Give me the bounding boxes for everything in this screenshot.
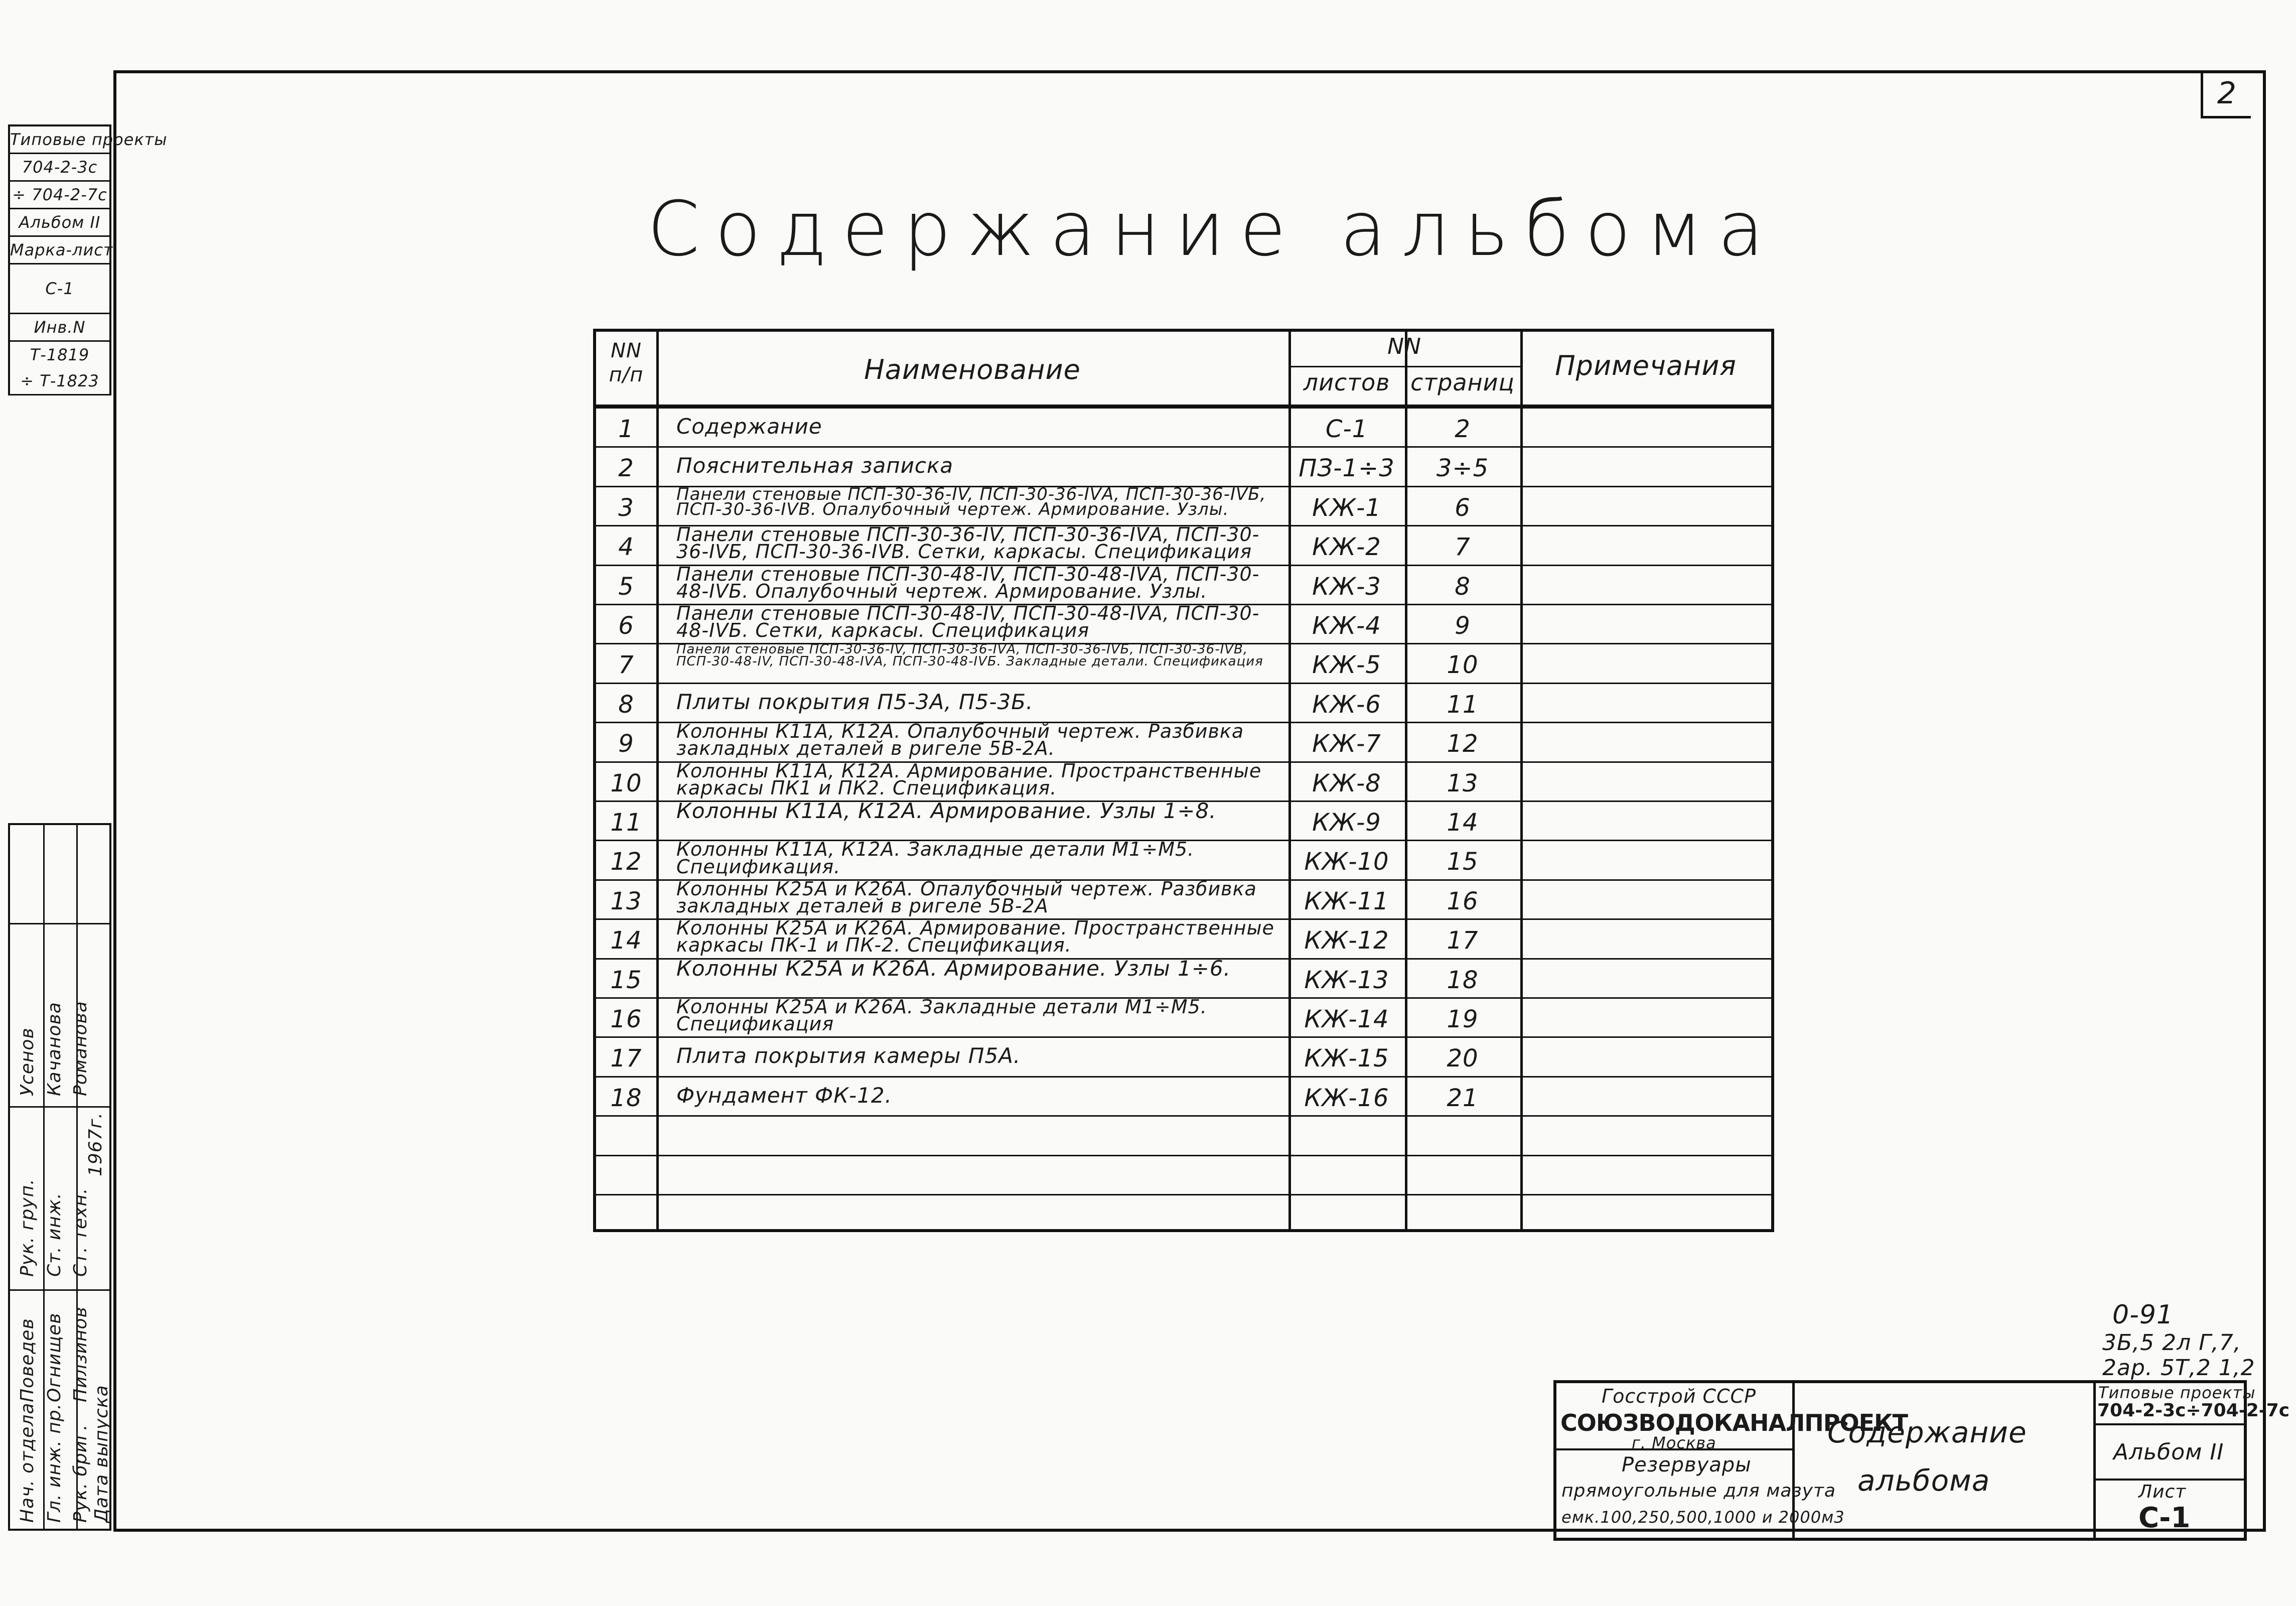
row-number: 18 <box>610 1084 642 1112</box>
stamp-org2: СОЮЗВОДОКАНАЛПРОЕКТ <box>1560 1409 1908 1436</box>
header-notes: Примечания <box>1555 350 1737 381</box>
sig-divider <box>10 923 109 924</box>
row-number: 16 <box>610 1005 642 1033</box>
row-name: Колонны К11А, К12А. Опалубочный чертеж. Разбивка закладных деталей в ригеле 5В-2А. <box>676 720 1244 760</box>
row-name: Колонны К25А и К26А. Закладные детали М1÷М5. Спецификация <box>676 996 1207 1035</box>
row-sheet: КЖ-16 <box>1304 1084 1389 1112</box>
row-number: 6 <box>618 612 634 640</box>
row-page: 8 <box>1455 572 1471 601</box>
stamp-org1: Госстрой СССР <box>1602 1385 1757 1407</box>
row-sheet: КЖ-11 <box>1304 887 1389 915</box>
row-page: 13 <box>1447 769 1479 797</box>
row-sheet: КЖ-10 <box>1304 848 1389 876</box>
row-sheet: КЖ-15 <box>1304 1044 1389 1073</box>
sheet-number: 2 <box>2201 70 2251 118</box>
role-senior-eng: Ст. инж. <box>44 1192 65 1277</box>
row-name: Пояснительная записка <box>676 453 954 478</box>
row-name: Панели стеновые ПСП-30-36-IV, ПСП-30-36-IVА, ПСП-30-36-IVБ, ПСП-30-36-IVВ. Опалубочный чертеж. Армирование. Узлы. <box>676 484 1266 520</box>
name-3: Пилзинов <box>70 1306 91 1402</box>
row-divider <box>596 1036 1771 1038</box>
stamp-series: 704-2-3с÷704-2-7с <box>2097 1400 2290 1421</box>
role-team-lead: Рук. бриг. <box>70 1424 91 1523</box>
row-sheet: КЖ-5 <box>1312 651 1381 680</box>
row-page: 19 <box>1447 1005 1479 1033</box>
row-name: Плиты покрытия П5-3А, П5-3Б. <box>676 689 1034 714</box>
row-name: Колонны К25А и К26А. Армирование. Узлы 1÷6. <box>676 956 1231 981</box>
row-divider <box>596 446 1771 448</box>
sig-divider <box>10 1289 109 1291</box>
row-sheet: С-1 <box>1325 415 1368 443</box>
role-chief-eng: Гл. инж. пр. <box>44 1403 65 1523</box>
col-sep <box>656 332 659 1229</box>
row-number: 2 <box>618 454 634 483</box>
row-number: 10 <box>610 769 642 797</box>
row-number: 11 <box>610 809 642 837</box>
col-sep <box>1520 332 1523 1229</box>
row-name: Плита покрытия камеры П5А. <box>676 1043 1021 1068</box>
row-sheet: КЖ-8 <box>1312 769 1381 797</box>
row-name: Панели стеновые ПСП-30-36-IV, ПСП-30-36-IVА, ПСП-30-36-IVБ, ПСП-30-36-IVВ. Сетки, каркасы. Спецификация <box>676 523 1260 563</box>
name-2: Огнищев <box>44 1312 65 1402</box>
role-group-lead: Рук. груп. <box>17 1178 38 1277</box>
left-info-strip <box>8 124 168 395</box>
row-sheet: КЖ-7 <box>1312 730 1381 758</box>
row-sheet: КЖ-4 <box>1312 612 1381 640</box>
stamp-project-3: емк.100,250,500,1000 и 2000м3 <box>1561 1508 1845 1527</box>
row-page: 18 <box>1447 966 1479 994</box>
stamp-sheet: С-1 <box>2138 1502 2191 1534</box>
row-page: 16 <box>1447 887 1479 915</box>
row-name: Панели стеновые ПСП-30-48-IV, ПСП-30-48-IVА, ПСП-30-48-IVБ. Опалубочный чертеж. Армирование. Узлы. <box>676 563 1260 602</box>
stamp-city: г. Москва <box>1632 1433 1716 1452</box>
row-sheet: КЖ-3 <box>1312 572 1381 601</box>
stamp-project-1: Резервуары <box>1622 1453 1752 1477</box>
row-page: 3÷5 <box>1436 454 1489 483</box>
strip-album: Альбом II <box>10 209 109 237</box>
row-name: Колонны К11А, К12А. Армирование. Узлы 1÷8. <box>676 798 1217 823</box>
stamp-sep <box>2093 1383 2096 1538</box>
signature-year: 1967г. <box>85 1112 106 1176</box>
row-page: 20 <box>1447 1044 1479 1073</box>
row-number: 15 <box>610 966 642 994</box>
row-page: 7 <box>1455 533 1471 562</box>
signature-strip <box>8 823 111 1531</box>
stamp-line <box>2093 1423 2244 1425</box>
strip-inv-label: Инв.N <box>10 314 109 342</box>
row-page: 11 <box>1447 690 1479 719</box>
nn-header-line <box>1288 366 1520 367</box>
row-sheet: КЖ-6 <box>1312 690 1381 719</box>
name-5: Качанова <box>44 1002 65 1096</box>
name-1: Поведев <box>17 1318 38 1402</box>
row-name: Колонны К11А, К12А. Армирование. Пространственные каркасы ПК1 и ПК2. Спецификация. <box>676 759 1262 799</box>
role-issue-date: Дата выпуска <box>91 1385 112 1523</box>
row-sheet: КЖ-13 <box>1304 966 1389 994</box>
row-sheet: ПЗ-1÷3 <box>1299 454 1395 483</box>
stamp-line <box>2093 1479 2244 1481</box>
strip-series-label: Типовые проекты <box>10 126 109 154</box>
row-name: Колонны К11А, К12А. Закладные детали М1÷М5. Спецификация. <box>676 838 1195 878</box>
row-divider <box>596 1076 1771 1078</box>
row-number: 7 <box>618 651 634 680</box>
header-line <box>596 405 1771 409</box>
row-page: 12 <box>1447 730 1479 758</box>
header-name: Наименование <box>864 354 1081 385</box>
row-number: 4 <box>618 533 634 562</box>
row-sheet: КЖ-12 <box>1304 926 1389 955</box>
stamp-doc-title-1: Содержание <box>1827 1415 2027 1449</box>
corner-note-1: 0-91 <box>2112 1300 2174 1330</box>
header-sheets: листов <box>1303 369 1390 396</box>
row-page: 14 <box>1447 809 1479 837</box>
row-name: Панели стеновые ПСП-30-36-IV, ПСП-30-36-IVА, ПСП-30-36-IVБ, ПСП-30-36-IVВ, ПСП-30-48-IV, ПСП-30-48-IVА, ПСП-30-48-IVБ. Закладные детали. Спецификация <box>676 642 1263 669</box>
stamp-project-2: прямоугольные для мазута <box>1561 1481 1836 1501</box>
row-sheet: КЖ-9 <box>1312 809 1381 837</box>
row-number: 5 <box>618 572 634 601</box>
stamp-album: Альбом II <box>2113 1439 2224 1465</box>
strip-mark-label: Марка-лист <box>10 237 109 264</box>
row-divider <box>596 1194 1771 1195</box>
stamp-series-label: Типовые проекты <box>2098 1383 2256 1402</box>
title-block <box>1553 1380 2290 1541</box>
role-senior-tech: Ст. техн. <box>70 1187 91 1277</box>
sig-divider <box>10 1106 109 1108</box>
name-6: Романова <box>70 1001 91 1096</box>
row-number: 13 <box>610 887 642 915</box>
strip-series-to: ÷ 704-2-7с <box>10 182 109 209</box>
row-sheet: КЖ-1 <box>1312 493 1381 522</box>
stamp-doc-title-2: альбома <box>1857 1463 1990 1498</box>
row-number: 17 <box>610 1044 642 1073</box>
corner-note-2: 3Б,5 2л Г,7, <box>2102 1330 2241 1356</box>
row-number: 12 <box>610 848 642 876</box>
header-nn: NN <box>1387 334 1421 359</box>
row-page: 21 <box>1447 1084 1479 1112</box>
contents-table <box>593 329 1774 1232</box>
row-number: 8 <box>618 690 634 719</box>
page-title: Содержание альбома <box>647 186 1779 273</box>
row-number: 9 <box>618 730 634 758</box>
row-sheet: КЖ-14 <box>1304 1005 1389 1033</box>
row-name: Панели стеновые ПСП-30-48-IV, ПСП-30-48-IVА, ПСП-30-48-IVБ. Сетки, каркасы. Спецификация <box>676 602 1260 642</box>
row-page: 17 <box>1447 926 1479 955</box>
strip-inv-to: ÷ Т-1823 <box>10 368 109 395</box>
name-4: Усенов <box>17 1027 38 1096</box>
row-page: 9 <box>1455 612 1471 640</box>
header-pages: страниц <box>1410 369 1515 396</box>
row-name: Колонны К25А и К26А. Армирование. Пространственные каркасы ПК-1 и ПК-2. Спецификация. <box>676 917 1274 957</box>
header-num: NN п/п <box>609 339 644 386</box>
stamp-sheet-label: Лист <box>2138 1482 2187 1502</box>
strip-series-from: 704-2-3с <box>10 154 109 182</box>
row-name: Колонны К25А и К26А. Опалубочный чертеж. Разбивка закладных деталей в ригеле 5В-2А <box>676 877 1257 917</box>
strip-inv-from: Т-1819 <box>30 345 90 364</box>
row-name: Фундамент ФК-12. <box>676 1083 892 1108</box>
corner-note-3: 2ар. 5Т,2 1,2 <box>2102 1355 2255 1381</box>
row-name: Содержание <box>676 414 822 439</box>
row-number: 14 <box>610 926 642 955</box>
row-number: 1 <box>618 415 634 443</box>
role-head-dept: Нач. отдела <box>17 1402 38 1523</box>
row-divider <box>596 683 1771 684</box>
row-sheet: КЖ-2 <box>1312 533 1381 562</box>
row-number: 3 <box>618 493 634 522</box>
row-page: 2 <box>1455 415 1471 443</box>
strip-mark: С-1 <box>10 264 109 314</box>
row-page: 15 <box>1447 848 1479 876</box>
row-page: 6 <box>1455 493 1471 522</box>
row-page: 10 <box>1447 651 1479 680</box>
row-divider <box>596 1155 1771 1156</box>
row-divider <box>596 1115 1771 1117</box>
